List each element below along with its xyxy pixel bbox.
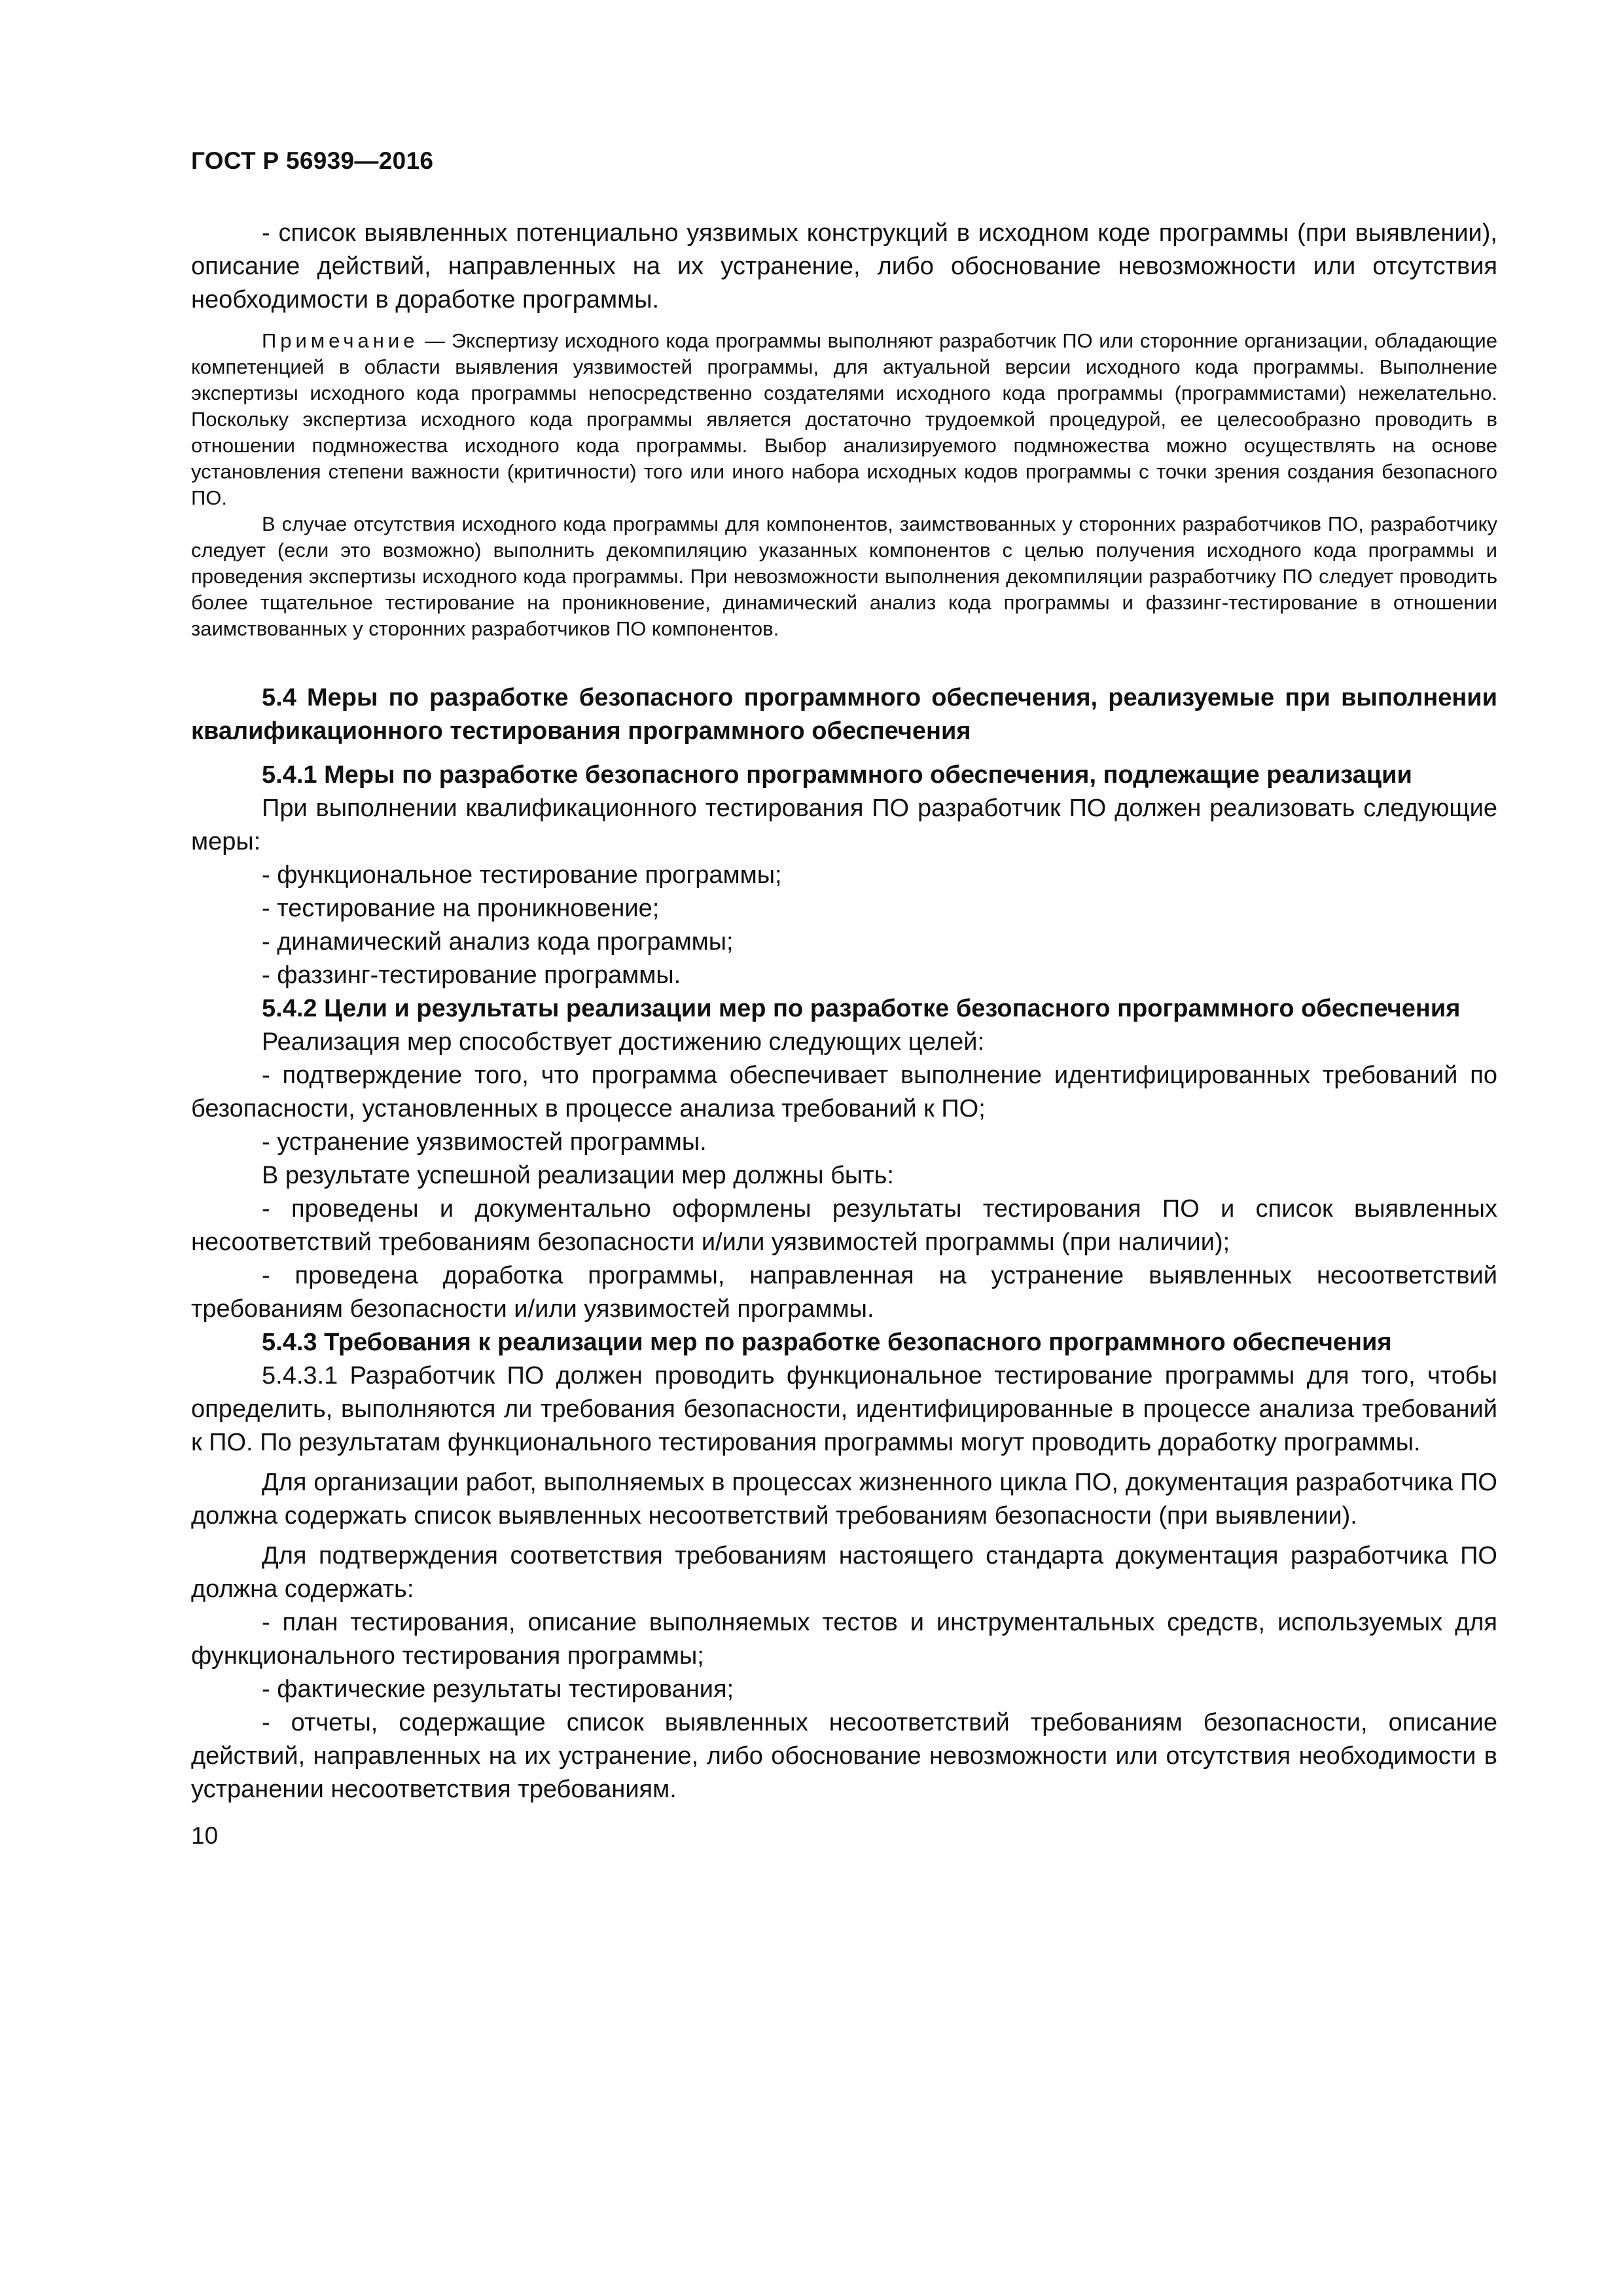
section-heading-5-4: 5.4 Меры по разработке безопасного программного обеспечения, реализуемые при выполнении квалификационного тестирования программного обеспечения [191, 684, 1497, 745]
document-code: ГОСТ Р 56939—2016 [191, 147, 434, 174]
note-text: — Экспертизу исходного кода программы выполняют разработчик ПО или сторонние организации, обладающие компетенцией в области выявления уязвимостей программы, для актуальной версии исходного кода программы. Выполнение экспертизы исходного кода программы непосредственно создателями исходного кода программы (программистами) нежелательно. Поскольку экспертиза исходного кода программы является достаточно трудоемкой процедурой, ее целесообразно проводить в отношении подмножества исходного кода программы. Выбор анализируемого подмножества можно осуществлять на основе установления степени важности (критичности) того или иного набора исходных кодов программы с точки зрения создания безопасного ПО. [191, 329, 1497, 509]
note-label: Примечание [262, 329, 419, 352]
list-item: - план тестирования, описание выполняемых тестов и инструментальных средств, используемых для функционального тестирования программы; [191, 1609, 1497, 1670]
paragraph: В результате успешной реализации мер должны быть: [262, 1162, 894, 1189]
list-item: - динамический анализ кода программы; [262, 928, 734, 956]
paragraph: Реализация мер способствует достижению следующих целей: [262, 1028, 985, 1056]
paragraph: Для организации работ, выполняемых в процессах жизненного цикла ПО, документация разработчика ПО должна содержать список выявленных несоответствий требованиям безопасности (при выявлении). [191, 1469, 1497, 1530]
list-item: - проведена доработка программы, направленная на устранение выявленных несоответствий требованиям безопасности и/или уязвимостей программы. [191, 1262, 1497, 1323]
section-heading-5-4-3: 5.4.3 Требования к реализации мер по разработке безопасного программного обеспечения [262, 1329, 1392, 1356]
list-item: - функциональное тестирование программы; [262, 861, 782, 889]
list-item: - отчеты, содержащие список выявленных несоответствий требованиям безопасности, описание действий, направленных на их устранение, либо обоснование невозможности или отсутствия необходимости в устранении несоответствия требованиям. [191, 1709, 1497, 1803]
list-item: - тестирование на проникновение; [262, 895, 660, 922]
section-heading-5-4-1: 5.4.1 Меры по разработке безопасного программного обеспечения, подлежащие реализации [262, 761, 1412, 789]
paragraph: 5.4.3.1 Разработчик ПО должен проводить функциональное тестирование программы для того, чтобы определить, выполняются ли требования безопасности, идентифицированные в процессе анализа требований к ПО. По результатам функционального тестирования программы могут проводить доработку программы. [191, 1362, 1497, 1456]
list-item: - фаззинг-тестирование программы. [262, 961, 681, 989]
paragraph: Для подтверждения соответствия требованиям настоящего стандарта документация разработчика ПО должна содержать: [191, 1542, 1497, 1603]
page-number: 10 [191, 1822, 219, 1849]
paragraph: При выполнении квалификационного тестирования ПО разработчик ПО должен реализовать следующие меры: [191, 795, 1497, 855]
note-paragraph [191, 328, 1497, 511]
list-item: - список выявленных потенциально уязвимых конструкций в исходном коде программы (при выявлении), описание действий, направленных на их устранение, либо обоснование невозможности или отсутствия необходимости в доработке программы. [191, 219, 1497, 314]
list-item: - подтверждение того, что программа обеспечивает выполнение идентифицированных требований по безопасности, установленных в процессе анализа требований к ПО; [191, 1062, 1497, 1122]
document-page [191, 147, 1497, 1850]
section-heading-5-4-2: 5.4.2 Цели и результаты реализации мер по разработке безопасного программного обеспечения [262, 995, 1461, 1022]
list-item: - фактические результаты тестирования; [262, 1676, 734, 1703]
list-item: - устранение уязвимостей программы. [262, 1128, 707, 1156]
note-paragraph: В случае отсутствия исходного кода программы для компонентов, заимствованных у сторонних разработчиков ПО, разработчику следует (если это возможно) выполнить декомпиляцию указанных компонентов с целью получения исходного кода программы и проведения экспертизы исходного кода программы. При невозможности выполнения декомпиляции разработчику ПО следует проводить более тщательное тестирование на проникновение, динамический анализ кода программы и фаззинг-тестирование в отношении заимствованных у сторонних разработчиков ПО компонентов. [191, 512, 1497, 640]
list-item: - проведены и документально оформлены результаты тестирования ПО и список выявленных несоответствий требованиям безопасности и/или уязвимостей программы (при наличии); [191, 1195, 1497, 1256]
